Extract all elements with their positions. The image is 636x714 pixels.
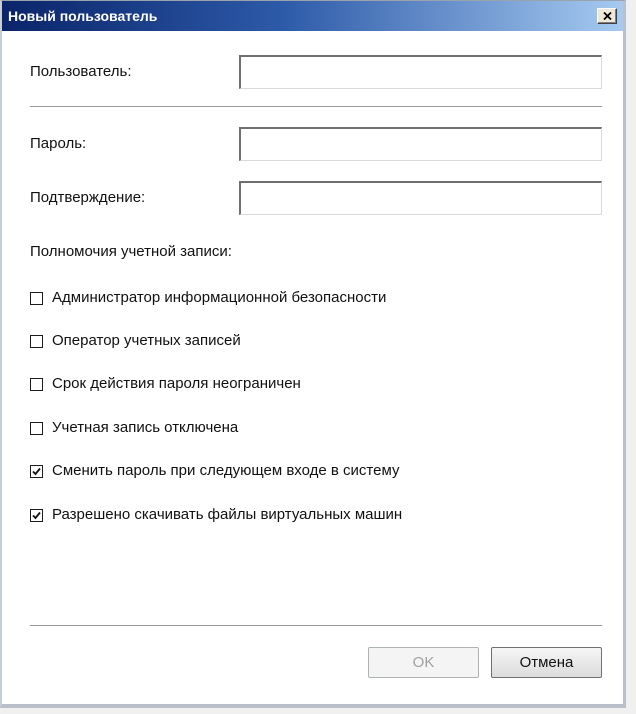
checkbox-label: Сменить пароль при следующем входе в систему [52,462,400,479]
checkbox-label: Администратор информационной безопасности [52,289,387,306]
checkbox-label: Оператор учетных записей [52,332,241,349]
password-input[interactable] [239,127,602,161]
close-button[interactable] [597,8,617,24]
checkbox[interactable] [30,378,43,391]
checkbox[interactable] [30,292,43,305]
checkbox-label: Срок действия пароля неограничен [52,375,301,392]
user-input[interactable] [239,55,602,89]
confirm-password-input[interactable] [239,181,602,215]
permission-account-disabled[interactable] [30,419,238,437]
permission-accounts-operator[interactable] [30,332,241,350]
cancel-button[interactable]: Отмена [491,647,602,678]
permission-security-admin[interactable] [30,289,386,307]
close-icon [603,12,612,20]
window-title: Новый пользователь [8,8,158,24]
permissions-heading: Полномочия учетной записи: [30,243,232,260]
checkmark-icon [32,467,41,476]
checkbox[interactable] [30,465,43,478]
permission-download-vm-files[interactable] [30,506,402,524]
divider-top [30,106,602,108]
checkbox[interactable] [30,422,43,435]
title-bar [2,1,623,31]
permission-change-password-next-login[interactable] [30,462,399,480]
checkbox[interactable] [30,335,43,348]
checkbox[interactable] [30,509,43,522]
password-label: Пароль: [30,135,87,152]
permission-password-never-expires[interactable] [30,375,301,393]
user-label: Пользователь: [30,63,132,80]
checkbox-label: Разрешено скачивать файлы виртуальных машин [52,506,403,523]
checkmark-icon [32,511,41,520]
checkbox-label: Учетная запись отключена [52,419,239,436]
ok-button[interactable]: OK [368,647,479,678]
confirm-label: Подтверждение: [30,189,146,206]
divider-bottom [30,625,602,627]
